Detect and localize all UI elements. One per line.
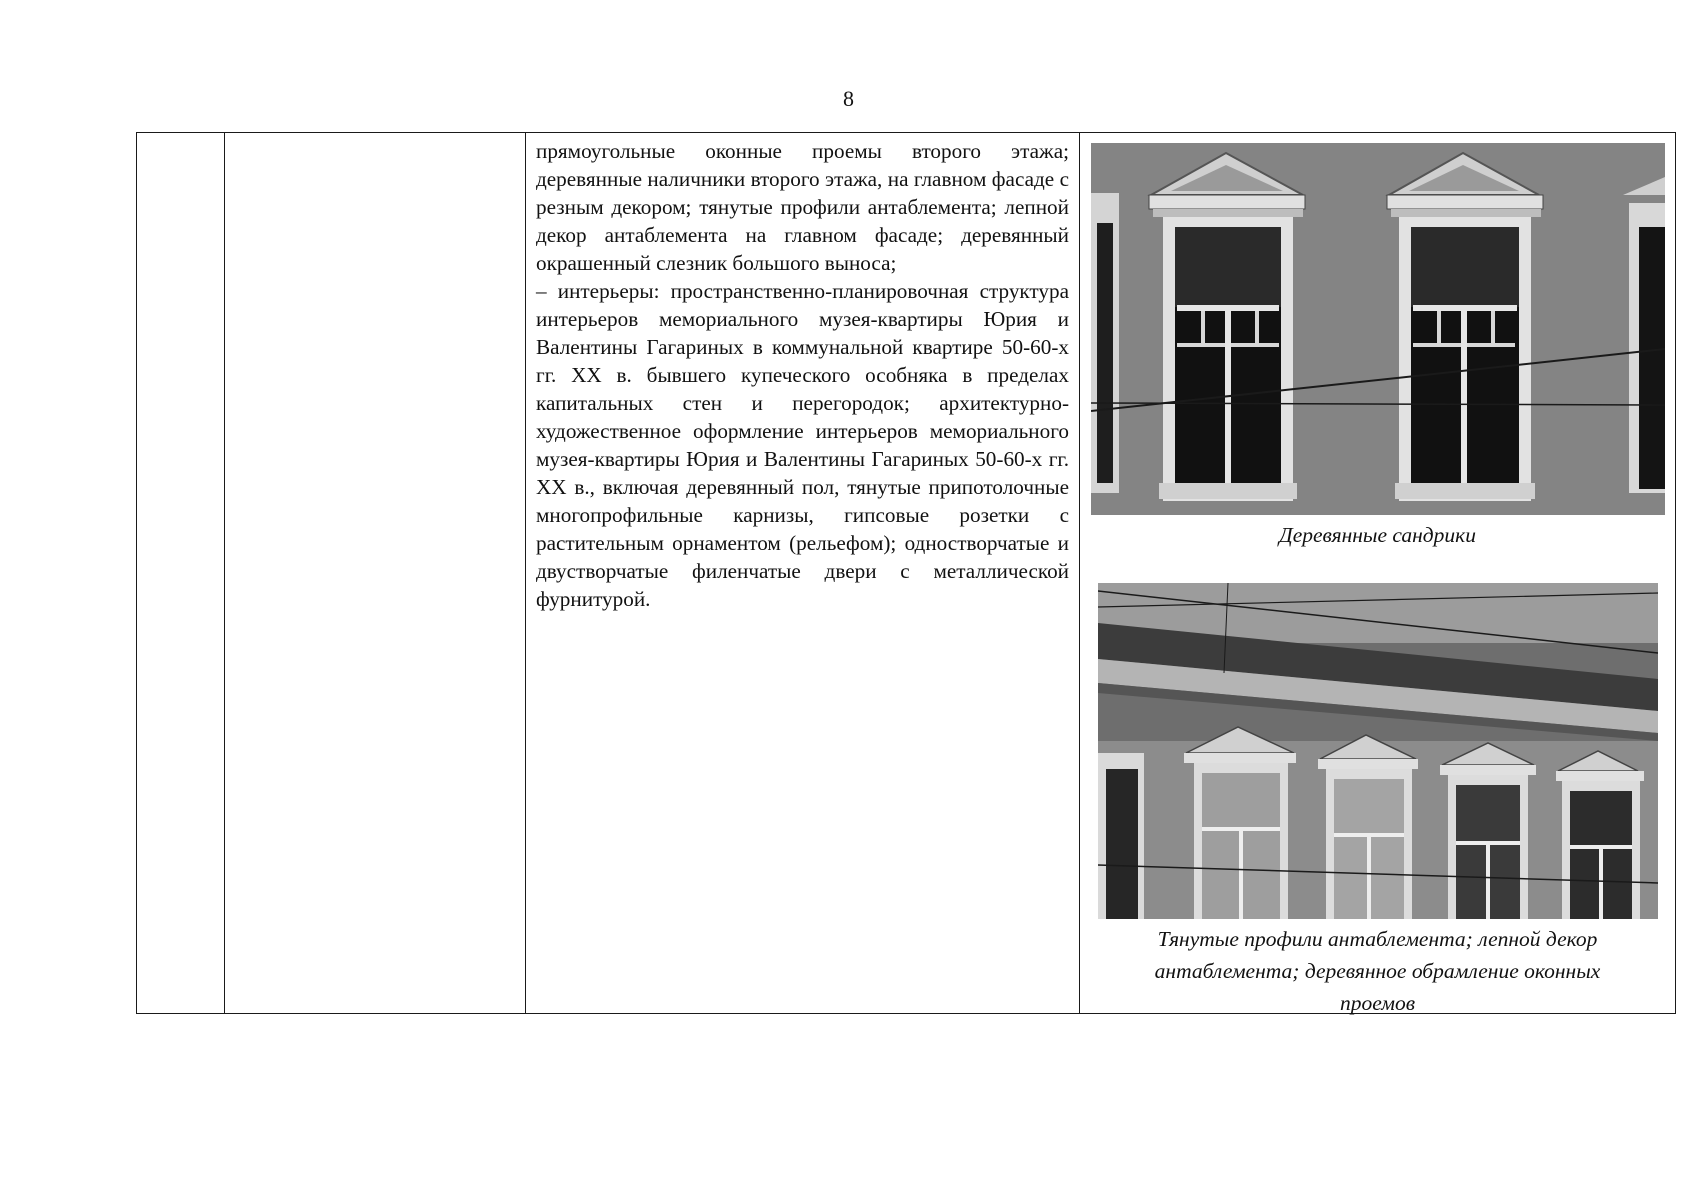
table-row	[137, 133, 1676, 1014]
table-cell-photos	[1080, 133, 1676, 1014]
photo-caption: Тянутые профили антаблемента; лепной декор антаблемента; деревянное обрамление оконных проемов	[1154, 927, 1601, 1015]
description-paragraph: – интерьеры: пространственно-планировочная структура интерьеров мемориального музея-квартиры Юрия и Валентины Гагариных в коммунальной квартире 50-60-х гг. XX в. бывшего купеческого особняка в пределах капитальных стен и перегородок; архитектурно-художественное оформление интерьеров мемориального музея-квартиры Юрия и Валентины Гагариных 50-60-х гг. XX в., включая деревянный пол, тянутые припотолочные многопрофильные карнизы, гипсовые розетки с растительным орнаментом (рельефом); одностворчатые и двустворчатые филенчатые двери с металлической фурнитурой.	[536, 279, 1069, 611]
photo-caption: Деревянные сандрики	[1279, 523, 1476, 547]
table-cell-description	[526, 133, 1080, 1014]
page-number: 8	[843, 86, 854, 111]
table-cell-object	[225, 133, 526, 1014]
table-cell-number	[137, 133, 225, 1014]
photo-wooden-sandriks	[1091, 143, 1665, 515]
document-table	[136, 132, 1676, 1014]
description-paragraph: прямоугольные оконные проемы второго этажа; деревянные наличники второго этажа, на главном фасаде с резным декором; тянутые профили антаблемента; лепной декор антаблемента на главном фасаде; деревянный окрашенный слезник большого выноса;	[536, 139, 1069, 275]
photo-entablature	[1098, 583, 1658, 919]
